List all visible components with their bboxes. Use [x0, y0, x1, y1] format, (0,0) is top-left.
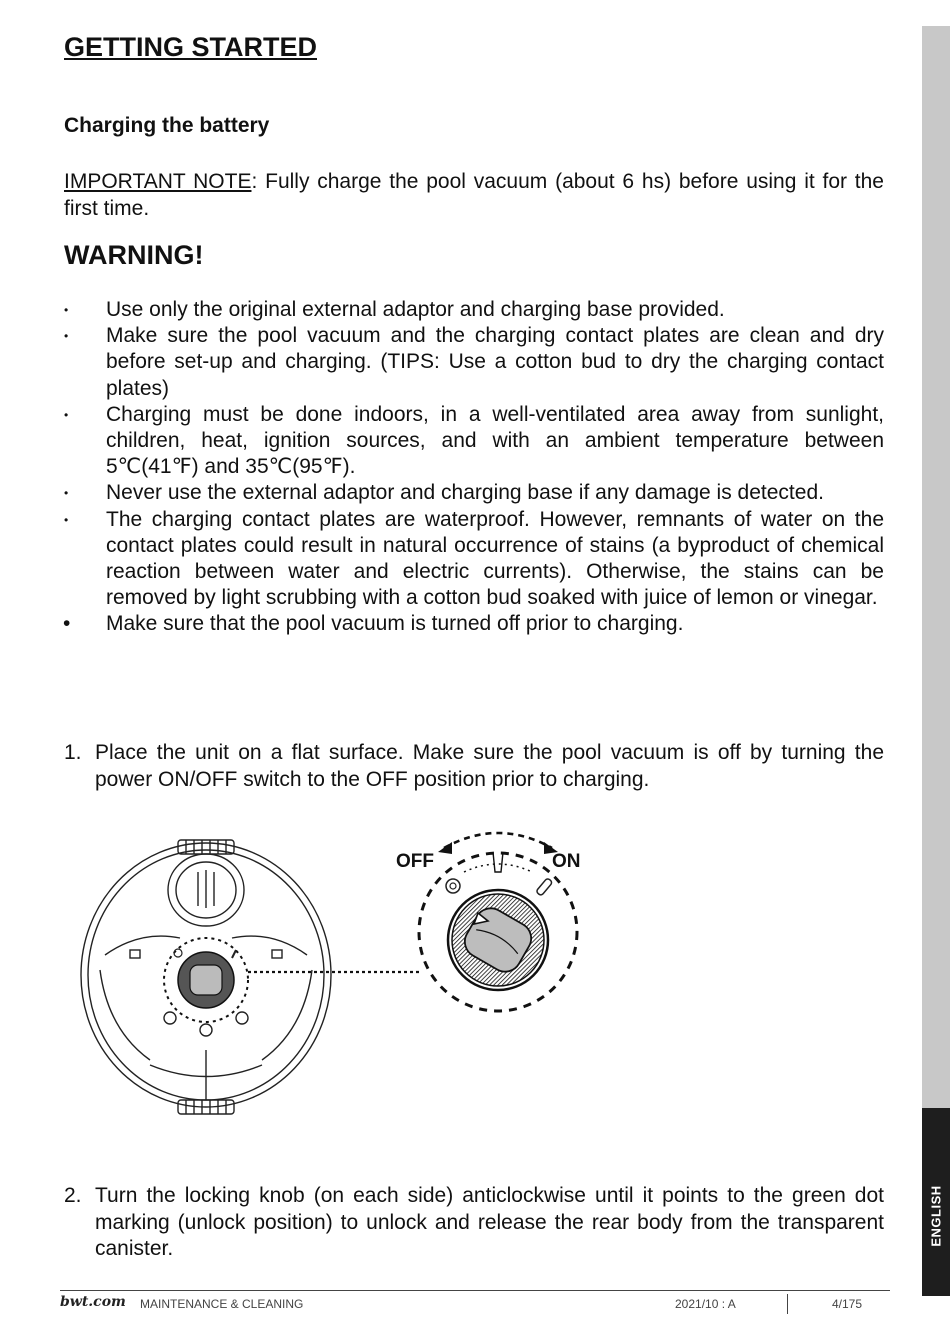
step-1: [64, 740, 884, 793]
off-label: OFF: [396, 851, 434, 872]
bullet-icon: •: [64, 329, 69, 344]
bullet-icon: •: [64, 486, 69, 501]
warning-heading: WARNING!: [64, 240, 204, 270]
bullet-icon: •: [64, 303, 69, 317]
warning-item: • Make sure the pool vacuum and the charging contact plates are clean and dry before set-up and charging. (TIPS: Use a cotton bud to dry the charging contact plates): [64, 324, 884, 400]
important-note-label: IMPORTANT NOTE: [64, 170, 252, 193]
unit-switch-icon: [164, 938, 248, 1022]
footer-section-name: MAINTENANCE & CLEANING: [140, 1297, 304, 1311]
warning-item: • The charging contact plates are waterproof. However, remnants of water on the contact plates could result in natural occurrence of stains (a byproduct of chemical reaction between water and electric currents). Otherwise, the stains can be removed by light scrubbing with a cotton bud soaked with juice of lemon or vinegar.: [64, 507, 884, 610]
step-text: Turn the locking knob (on each side) anticlockwise until it points to the green dot marking (unlock position) to unlock and release the rear body from the transparent canister.: [95, 1184, 884, 1260]
warning-item: • Use only the original external adaptor and charging base provided.: [64, 297, 884, 323]
bullet-icon: •: [63, 612, 71, 636]
bullet-icon: •: [64, 407, 69, 422]
step-text: Place the unit on a flat surface. Make sure the pool vacuum is off by turning the power ON/OFF switch to the OFF position prior to charging.: [95, 741, 884, 791]
on-label: ON: [552, 851, 581, 872]
warning-item: • Make sure that the pool vacuum is turned off prior to charging.: [64, 611, 884, 637]
important-note-text: : Fully charge the pool vacuum (about 6 hs) before using it for the first time.: [64, 170, 884, 220]
footer-revision: 2021/10 : A: [675, 1297, 736, 1311]
section-heading: Charging the battery: [64, 114, 270, 137]
switch-illustration: [60, 820, 620, 1140]
bullet-icon: •: [64, 512, 69, 527]
warning-item: • Never use the external adaptor and charging base if any damage is detected.: [64, 480, 884, 506]
footer-page-number: 4/175: [832, 1297, 863, 1311]
footer-rule: [60, 1290, 890, 1291]
footer-logo: bwt.com: [60, 1294, 126, 1310]
warning-list: [64, 297, 884, 638]
step-2: [64, 1183, 884, 1263]
language-tab-label: ENGLISH: [928, 1185, 944, 1247]
page-title: GETTING STARTED: [64, 32, 317, 62]
step-number: 1.: [64, 741, 82, 764]
footer-divider: [787, 1294, 788, 1314]
important-note: [64, 168, 884, 222]
side-margin-bar: [922, 26, 950, 1296]
step-number: 2.: [64, 1184, 82, 1207]
warning-item: • Charging must be done indoors, in a well-ventilated area away from sunlight, children, heat, ignition sources, and with an ambient temperature between 5℃(41℉) and 35℃(95℉).: [64, 402, 884, 479]
